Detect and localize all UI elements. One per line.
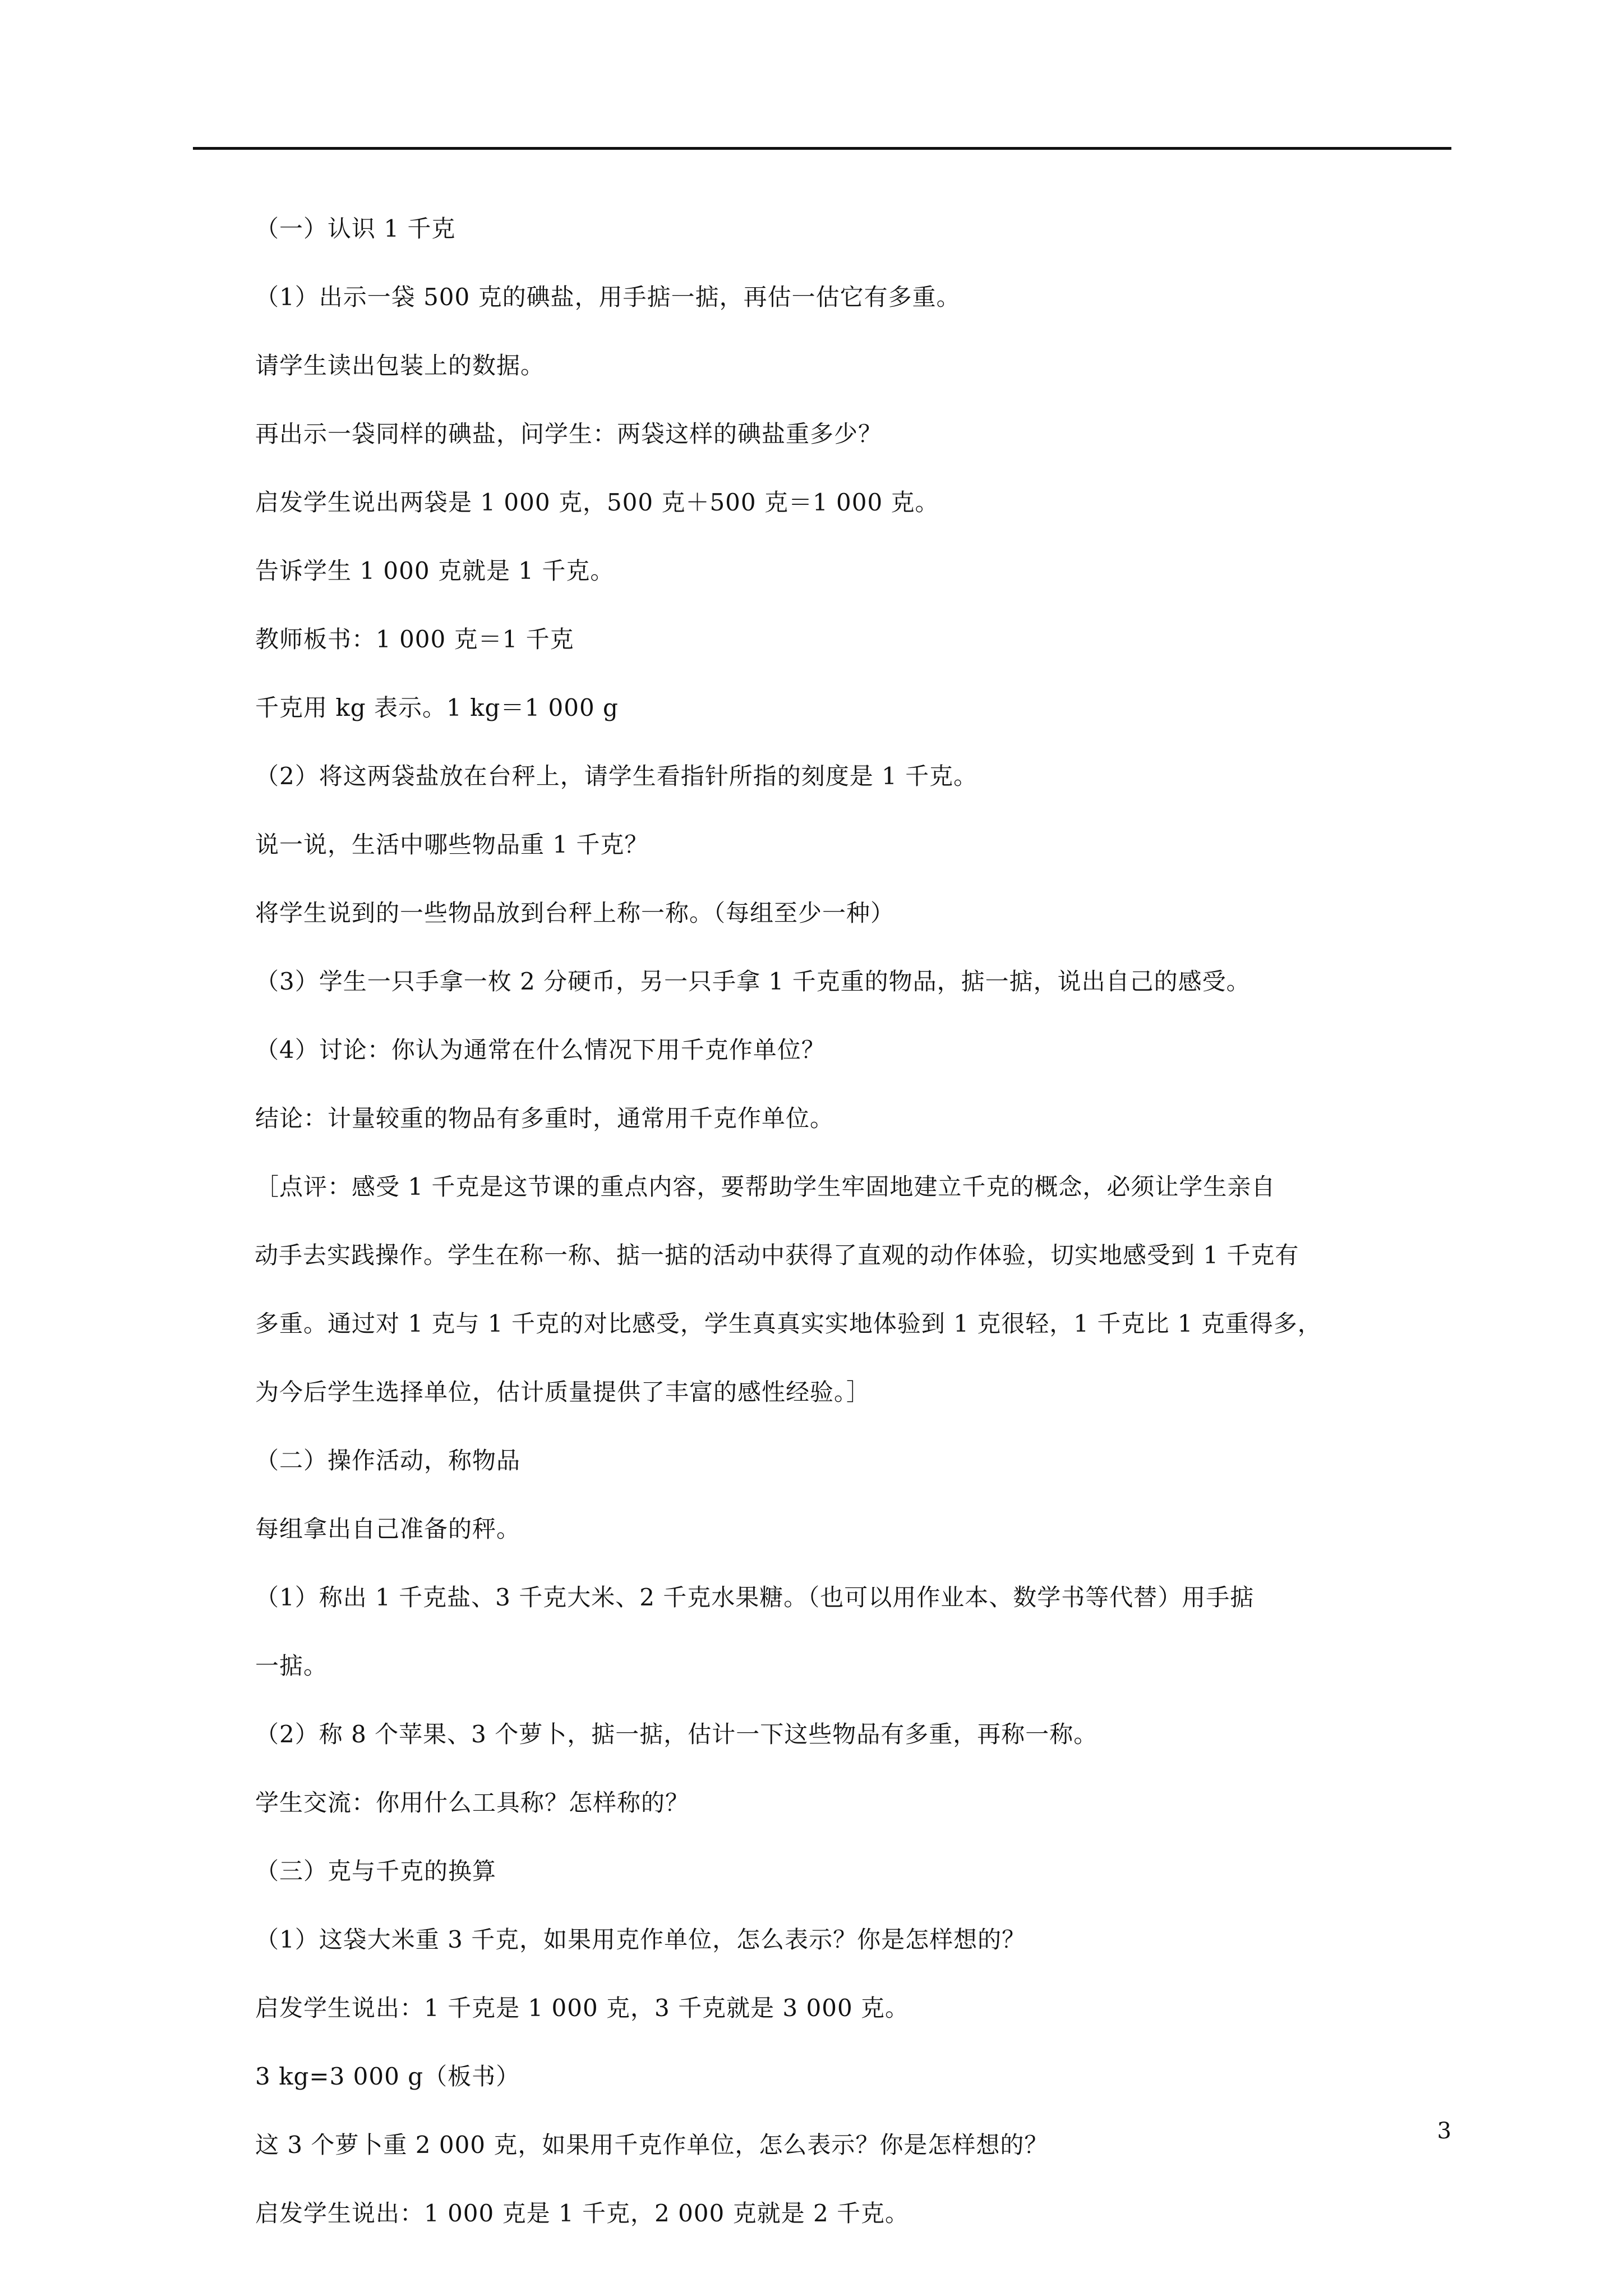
paragraph: 一掂。 bbox=[255, 1652, 328, 1680]
paragraph: 将学生说到的一些物品放到台秤上称一称。（每组至少一种） bbox=[255, 899, 895, 927]
paragraph: 告诉学生 1 000 克就是 1 千克。 bbox=[255, 557, 615, 585]
paragraph: 千克用 kg 表示。1 kg＝1 000 g bbox=[255, 694, 619, 721]
paragraph: （2）将这两袋盐放在台秤上，请学生看指针所指的刻度是 1 千克。 bbox=[255, 762, 978, 790]
paragraph: 再出示一袋同样的碘盐，问学生：两袋这样的碘盐重多少？ bbox=[255, 420, 883, 448]
paragraph: （4）讨论：你认为通常在什么情况下用千克作单位？ bbox=[255, 1036, 826, 1064]
comment-line: 动手去实践操作。学生在称一称、掂一掂的活动中获得了直观的动作体验，切实地感受到 1 千克有 bbox=[255, 1241, 1299, 1269]
paragraph: 学生交流：你用什么工具称？怎样称的？ bbox=[255, 1789, 690, 1816]
section-heading-1: （一）认识 1 千克 bbox=[255, 215, 456, 242]
header-rule bbox=[193, 147, 1451, 150]
paragraph: 3 kg=3 000 g（板书） bbox=[255, 2063, 520, 2090]
paragraph: 每组拿出自己准备的秤。 bbox=[255, 1515, 521, 1543]
section-heading-3: （三）克与千克的换算 bbox=[255, 1857, 497, 1885]
paragraph: （1）这袋大米重 3 千克，如果用克作单位，怎么表示？你是怎样想的？ bbox=[255, 1926, 1026, 1953]
paragraph: （1）称出 1 千克盐、3 千克大米、2 千克水果糖。（也可以用作业本、数学书等代替）用手掂 bbox=[255, 1584, 1255, 1611]
section-heading-2: （二）操作活动，称物品 bbox=[255, 1447, 521, 1474]
comment-line: 多重。通过对 1 克与 1 千克的对比感受，学生真真实实地体验到 1 克很轻，1 千克比 1 克重得多， bbox=[255, 1310, 1322, 1337]
paragraph: （2）称 8 个苹果、3 个萝卜，掂一掂，估计一下这些物品有多重，再称一称。 bbox=[255, 1720, 1098, 1748]
paragraph: 启发学生说出两袋是 1 000 克，500 克＋500 克＝1 000 克。 bbox=[255, 489, 939, 516]
comment-line: 为今后学生选择单位，估计质量提供了丰富的感性经验。］ bbox=[255, 1378, 871, 1406]
paragraph: （3）学生一只手拿一枚 2 分硬币，另一只手拿 1 千克重的物品，掂一掂，说出自己的感受。 bbox=[255, 968, 1251, 995]
document-body bbox=[255, 215, 1451, 2269]
paragraph: 结论：计量较重的物品有多重时，通常用千克作单位。 bbox=[255, 1105, 834, 1132]
paragraph: 启发学生说出：1 千克是 1 000 克，3 千克就是 3 000 克。 bbox=[255, 1994, 910, 2022]
paragraph: 启发学生说出：1 000 克是 1 千克，2 000 克就是 2 千克。 bbox=[255, 2200, 910, 2227]
comment-line: ［点评：感受 1 千克是这节课的重点内容，要帮助学生牢固地建立千克的概念，必须让学生亲自 bbox=[255, 1173, 1276, 1200]
paragraph: 教师板书：1 000 克＝1 千克 bbox=[255, 625, 574, 653]
paragraph: （1）出示一袋 500 克的碘盐，用手掂一掂，再估一估它有多重。 bbox=[255, 283, 961, 311]
page-number: 3 bbox=[1437, 2118, 1451, 2144]
paragraph: 请学生读出包装上的数据。 bbox=[255, 352, 545, 379]
paragraph: 这 3 个萝卜重 2 000 克，如果用千克作单位，怎么表示？你是怎样想的？ bbox=[255, 2131, 1049, 2159]
paragraph: 说一说，生活中哪些物品重 1 千克？ bbox=[255, 831, 649, 858]
